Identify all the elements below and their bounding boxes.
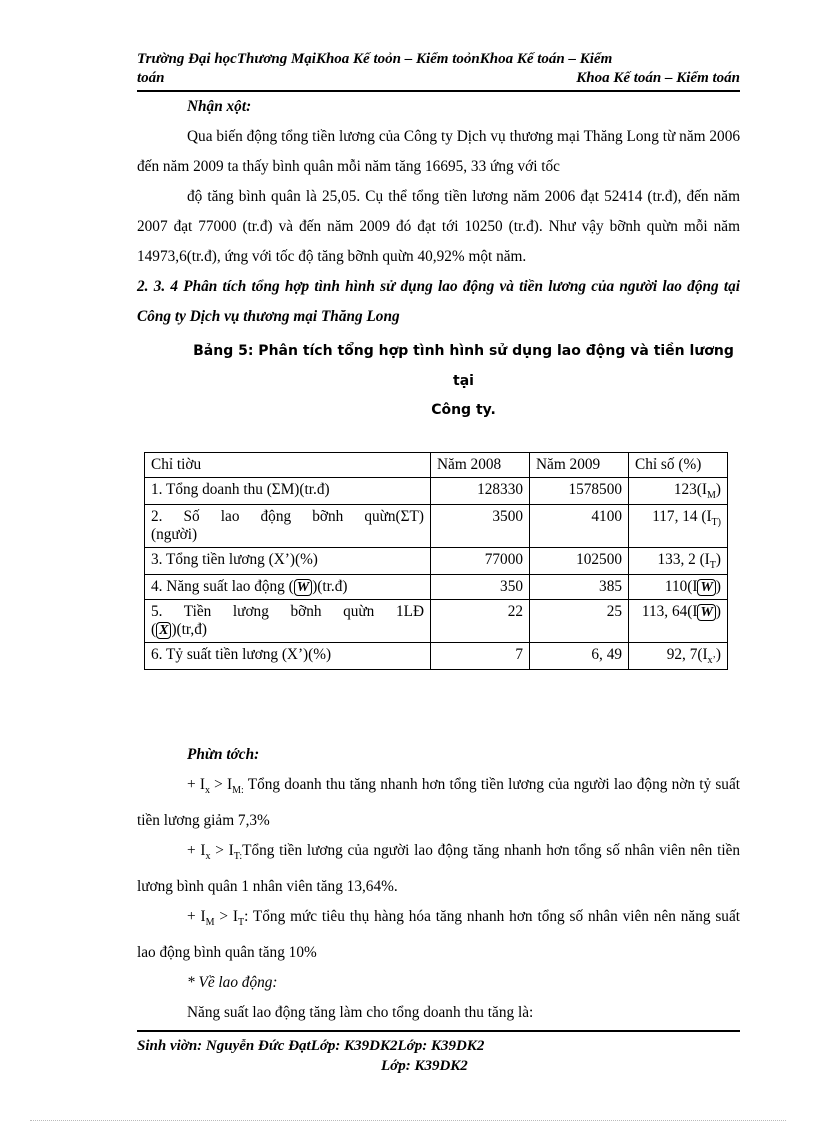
table-row: [145, 643, 728, 670]
bullet-sub: x: [205, 851, 211, 863]
value-2009: 1578500: [530, 478, 629, 505]
index-text: 117, 14 (I: [652, 508, 712, 526]
page-footer: [137, 1036, 740, 1076]
page-header: [137, 50, 740, 88]
index-tail: ): [715, 551, 721, 569]
header-line-1: Trường Đại họcThương MạiKhoa Kế toỏn – Kiểm toỏnKhoa Kế toán – Kiểm: [137, 51, 613, 67]
index-text: 110(I: [664, 578, 698, 596]
row-label: [145, 600, 431, 643]
table-row: [145, 600, 728, 643]
table-header-cell: Chỉ số (%): [629, 453, 728, 478]
index-sub: T): [711, 517, 721, 529]
table-row: [145, 548, 728, 575]
value-2008: 77000: [431, 548, 530, 575]
w-bar-symbol: W: [697, 579, 715, 596]
index-sub: M: [706, 490, 716, 502]
row-label-line-2: [151, 621, 424, 639]
w-bar-symbol: W: [294, 579, 312, 596]
value-2008: 22: [431, 600, 530, 643]
bullet-mid: > I: [214, 908, 238, 926]
index-tail: ): [715, 603, 721, 621]
table-row: [145, 575, 728, 600]
x-bar-symbol: X: [156, 622, 171, 639]
row-label-text: 4. Năng suất lao động (: [151, 578, 294, 596]
analysis-title: Phừn tớch:: [187, 746, 260, 763]
footer-line-2: Lớp: K39DK2: [381, 1058, 468, 1074]
row-label-unit: )(tr.đ): [312, 578, 348, 596]
analysis-bullet-3: [137, 902, 740, 968]
row-label: 1. Tổng doanh thu (ΣM)(tr.đ): [145, 478, 431, 505]
value-2008: 350: [431, 575, 530, 600]
bullet-mid: > I: [210, 842, 234, 860]
index-tail: ): [715, 481, 721, 498]
table-header-cell: Năm 2009: [530, 453, 629, 478]
row-label: 3. Tổng tiền lương (X’)(%): [145, 548, 431, 575]
index-sub: x’: [707, 655, 716, 667]
bullet-sub: M: [205, 917, 215, 929]
header-line-2: [137, 69, 740, 88]
section-heading: 2. 3. 4 Phân tích tổng hợp tình hình sử dụng lao động và tiền lương của người lao động tại Công ty Dịch vụ thương mại Thăng Long: [137, 278, 740, 325]
w-bar-symbol: W: [697, 604, 715, 621]
value-2008: 128330: [431, 478, 530, 505]
bullet-sub: T: [237, 917, 245, 929]
table-caption: Bảng 5: Phân tích tổng hợp tình hình sử dụng lao động và tiền lương tại: [193, 343, 734, 389]
value-2008: 7: [431, 643, 530, 670]
index-text: 92, 7(I: [666, 646, 708, 664]
header-line-2-left: toán: [137, 70, 165, 86]
index-value: [629, 575, 728, 600]
row-label: [145, 505, 431, 548]
row-label-unit: )(tr,đ): [171, 621, 207, 639]
bullet-text: Tổng tiền lương của người lao động tăng nhanh hơn tổng số nhân viên nên tiền lương bình quân 1 nhân viên tăng 13,64%.: [137, 842, 741, 896]
bullet-sub: M:: [232, 785, 244, 797]
table-caption-2: Công ty.: [431, 402, 496, 418]
nhan-xet-label: Nhận xột:: [187, 98, 252, 115]
bullet-prefix: + I: [187, 908, 206, 926]
index-text: 123(I: [673, 481, 707, 498]
value-2008: 3500: [431, 505, 530, 548]
index-tail: ): [715, 646, 721, 664]
value-2009: 385: [530, 575, 629, 600]
table-header-cell: Chỉ tiờu: [145, 453, 431, 478]
summary-table: [144, 452, 728, 670]
table-row: [145, 478, 728, 505]
paragraph-2: độ tăng bình quân là 25,05. Cụ thể tổng tiền lương năm 2006 đạt 52414 (tr.đ), đến năm 2007 đạt 77000 (tr.đ) và đến năm 2009 đó đạt tới 10250 (tr.đ). Như vậy bỡnh quừn mỗi năm 14973,6(tr.đ), ứng với tốc độ tăng bỡnh quừn 40,92% một năm.: [137, 188, 740, 265]
value-2009: 102500: [530, 548, 629, 575]
value-2009: 4100: [530, 505, 629, 548]
bullet-sub: T:: [233, 851, 243, 863]
analysis-section: [137, 740, 740, 1028]
bullet-sub: x: [204, 785, 210, 797]
bullet-text: Tổng doanh thu tăng nhanh hơn tổng tiền lương của người lao động nờn tỷ suất tiền lương giảm 7,3%: [137, 776, 740, 830]
row-label: 6. Tỷ suất tiền lương (X’)(%): [145, 643, 431, 670]
row-label: [145, 575, 431, 600]
page-bottom-border: [30, 1120, 786, 1121]
table-header-cell: Năm 2008: [431, 453, 530, 478]
row-label-line-2: (người): [151, 526, 198, 544]
analysis-bullet-2: [137, 836, 740, 902]
index-text: 133, 2 (I: [657, 551, 710, 569]
body-text: [137, 92, 740, 424]
index-value: [629, 478, 728, 505]
index-value: [629, 600, 728, 643]
ve-lao-dong-label: * Về lao động:: [187, 974, 278, 992]
value-2009: 25: [530, 600, 629, 643]
row-label-line-1: 2. Số lao động bỡnh quừn(ΣT): [151, 508, 424, 526]
header-line-2-right: Khoa Kế toán – Kiểm toán: [576, 70, 740, 86]
row-label-paren: (: [151, 621, 157, 639]
index-text: 113, 64(I: [641, 603, 698, 621]
index-tail: ): [715, 578, 721, 596]
bullet-prefix: + I: [187, 776, 205, 793]
footer-rule: [137, 1030, 740, 1032]
table-row: [145, 505, 728, 548]
index-sub: T: [709, 560, 716, 572]
analysis-bullet-1: [137, 770, 740, 836]
bullet-mid: > I: [209, 776, 233, 793]
footer-line-1: Sinh viờn: Nguyễn Đức ĐạtLớp: K39DK2Lớp: K39DK2: [137, 1038, 485, 1054]
row-label-line-1: 5. Tiền lương bỡnh quừn 1LĐ: [151, 603, 424, 621]
index-value: [629, 548, 728, 575]
index-value: [629, 505, 728, 548]
paragraph-1: Qua biến động tổng tiền lương của Công ty Dịch vụ thương mại Thăng Long từ năm 2006 đến năm 2009 ta thấy bình quân mỗi năm tăng 16695, 33 ứng với tốc: [137, 128, 740, 175]
last-line: Năng suất lao động tăng làm cho tổng doanh thu tăng là:: [187, 1004, 534, 1022]
value-2009: 6, 49: [530, 643, 629, 670]
table-header-row: [145, 453, 728, 478]
bullet-prefix: + I: [187, 842, 206, 860]
index-value: [629, 643, 728, 670]
bullet-text: : Tổng mức tiêu thụ hàng hóa tăng nhanh hơn tổng số nhân viên nên năng suất lao động bình quân tăng 10%: [137, 908, 740, 962]
